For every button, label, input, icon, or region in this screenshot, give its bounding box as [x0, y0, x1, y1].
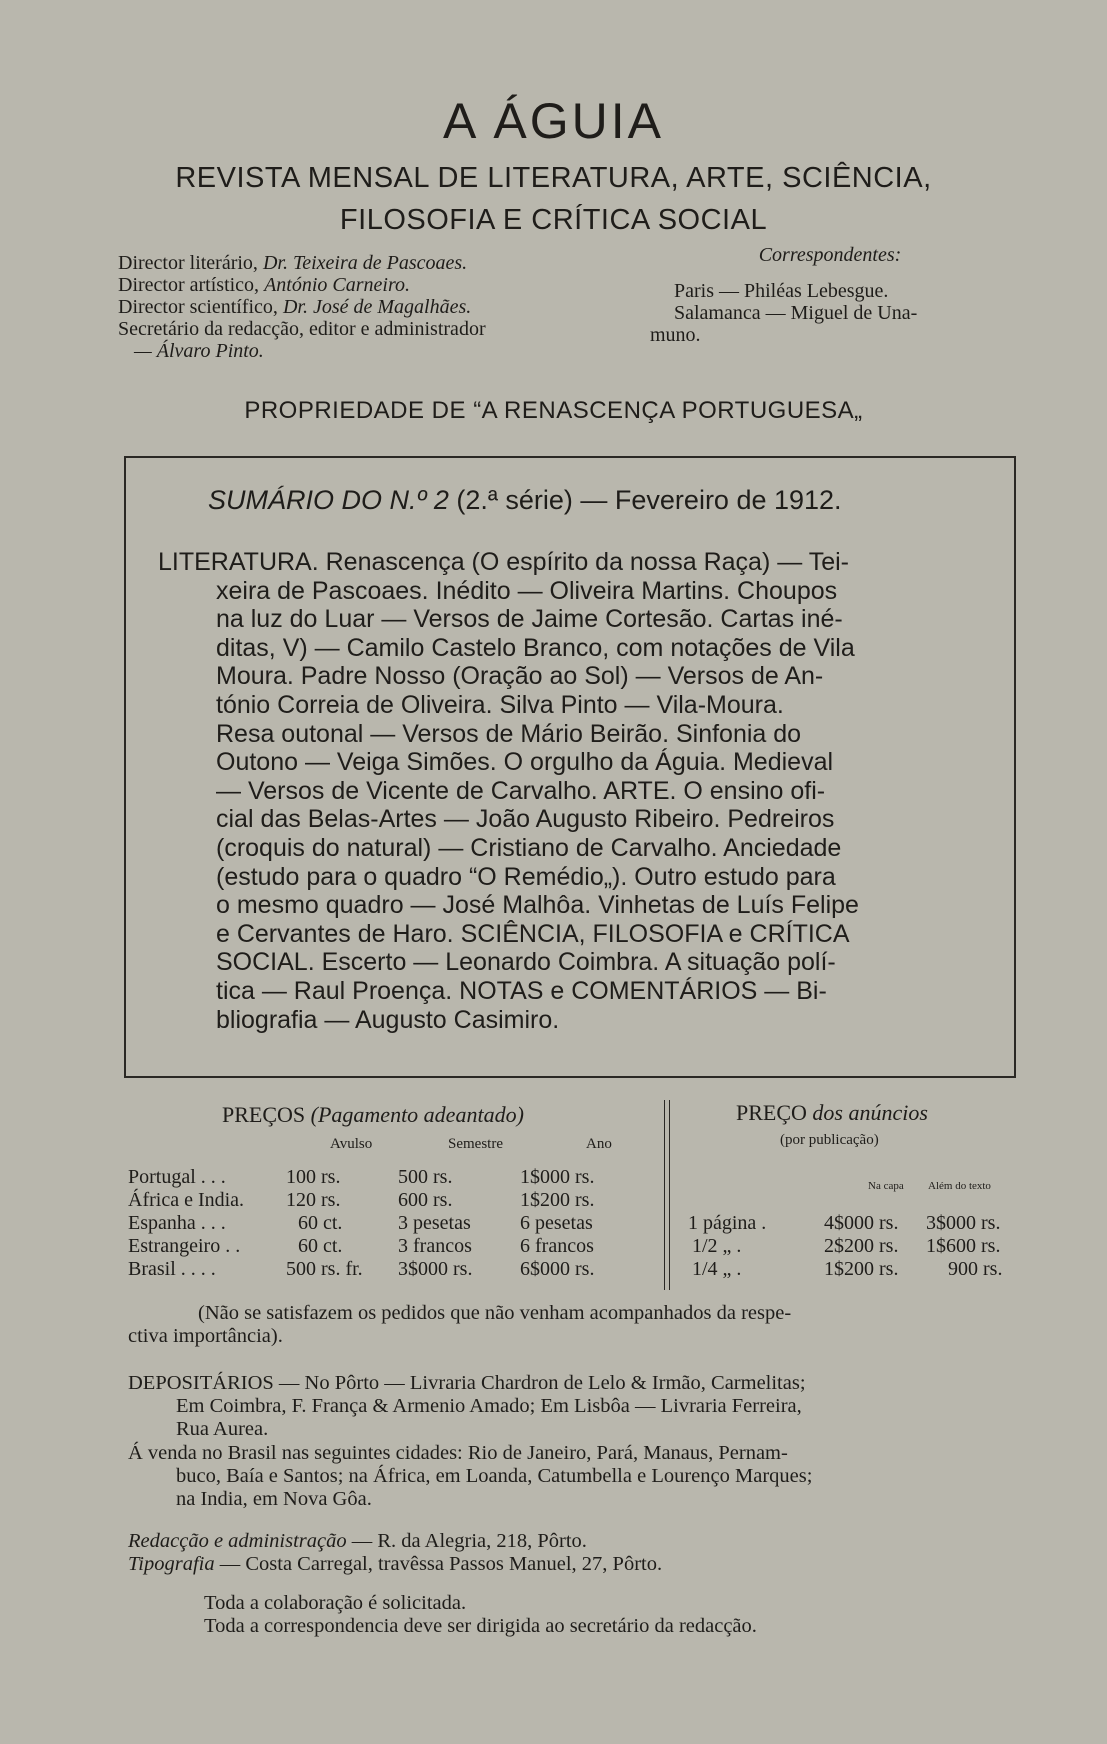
- summary-line: ditas, V) — Camilo Castelo Branco, com notações de Vila: [216, 633, 855, 662]
- sale-locations: Á venda no Brasil nas seguintes cidades: Rio de Janeiro, Pará, Manaus, Pernam- buco, Baía e Santos; na África, em Loanda, Catumbella e Lourenço Marques; na India, em Nova Gôa.: [128, 1442, 813, 1510]
- correspondent-paris: Paris — Philéas Lebesgue.: [674, 280, 889, 302]
- summary-line: SOCIAL. Escerto — Leonardo Coimbra. A situação polí-: [216, 948, 836, 977]
- staff-secretary: Secretário da redacção, editor e administrador: [118, 318, 486, 340]
- table-row: Espanha . . . 60 ct. 3 pesetas 6 pesetas: [128, 1212, 593, 1234]
- correspondent-salamanca-cont: muno.: [650, 324, 701, 346]
- ads-subtitle: (por publicação): [780, 1132, 879, 1148]
- staff-literary: Director literário, Dr. Teixeira de Pascoaes.: [118, 252, 468, 274]
- depositarios: DEPOSITÁRIOS — No Pôrto — Livraria Chardron de Lelo & Irmão, Carmelitas; Em Coimbra, F. França & Armenio Amado; Em Lisbôa — Livraria Ferreira, Rua Aurea.: [128, 1372, 806, 1440]
- summary-line: tónio Correia de Oliveira. Silva Pinto — Vila-Moura.: [216, 690, 784, 719]
- summary-body: [158, 548, 988, 1034]
- table-row: Estrangeiro . . 60 ct. 3 francos 6 francos: [128, 1235, 594, 1257]
- prices-col-semestre: Semestre: [448, 1136, 503, 1152]
- summary-line: Outono — Veiga Simões. O orgulho da Águia. Medieval: [216, 748, 834, 777]
- prices-col-ano: Ano: [586, 1136, 612, 1152]
- staff-scientific: Director scientífico, Dr. José de Magalhães.: [118, 296, 472, 318]
- staff-secretary-name: — Álvaro Pinto.: [134, 340, 264, 362]
- summary-line: (estudo para o quadro “O Remédio„). Outro estudo para: [216, 862, 836, 891]
- summary-title: SUMÁRIO DO N.º 2 (2.ª série) — Fevereiro de 1912.: [208, 485, 842, 515]
- staff-list: [118, 252, 638, 362]
- summary-line: e Cervantes de Haro. SCIÊNCIA, FILOSOFIA e CRÍTICA: [216, 919, 850, 948]
- correspondents: [650, 244, 1010, 346]
- addresses: [128, 1530, 1028, 1576]
- table-row: 1/2 „ . 2$200 rs. 1$600 rs.: [692, 1235, 1001, 1257]
- payment-notice: (Não se satisfazem os pedidos que não venham acompanhados da respe- ctiva importância).: [128, 1302, 792, 1347]
- subtitle-line-2: FILOSOFIA E CRÍTICA SOCIAL: [339, 204, 768, 236]
- prices-title: PREÇOS (Pagamento adeantado): [222, 1102, 524, 1127]
- prices-col-avulso: Avulso: [330, 1136, 373, 1152]
- ads-title: PREÇO dos anúncios: [736, 1100, 928, 1125]
- column-divider: [664, 1100, 670, 1290]
- ownership-line: PROPRIEDADE DE “A RENASCENÇA PORTUGUESA„: [244, 397, 863, 424]
- closing-notes: Toda a colaboração é solicitada. Toda a correspondencia deve ser dirigida ao secretário da redacção.: [204, 1592, 757, 1637]
- summary-line: o mesmo quadro — José Malhôa. Vinhetas de Luís Felipe: [216, 891, 859, 920]
- summary-line: (croquis do natural) — Cristiano de Carvalho. Anciedade: [216, 833, 842, 862]
- ads-col-capa: Na capa: [868, 1180, 904, 1192]
- prices-table: [128, 1166, 668, 1281]
- correspondents-heading: Correspondentes:: [758, 244, 902, 266]
- summary-line: — Versos de Vicente de Carvalho. ARTE. O ensino ofi-: [216, 776, 826, 805]
- magazine-title: A ÁGUIA: [442, 93, 665, 149]
- correspondent-salamanca: Salamanca — Miguel de Una-: [674, 302, 918, 324]
- summary-line: na luz do Luar — Versos de Jaime Cortesão. Cartas iné-: [216, 605, 843, 634]
- table-row: 1/4 „ . 1$200 rs. 900 rs.: [692, 1258, 1003, 1280]
- table-row: 1 página . 4$000 rs. 3$000 rs.: [688, 1212, 1001, 1234]
- staff-artistic: Director artístico, António Carneiro.: [118, 274, 410, 296]
- ads-table: [688, 1212, 1028, 1281]
- summary-line: bliografia — Augusto Casimiro.: [216, 1005, 560, 1034]
- summary-line: tica — Raul Proença. NOTAS e COMENTÁRIOS — Bi-: [216, 976, 827, 1005]
- summary-line: Moura. Padre Nosso (Oração ao Sol) — Versos de An-: [216, 662, 824, 691]
- table-row: África e India. 120 rs. 600 rs. 1$200 rs.: [128, 1189, 595, 1211]
- summary-line: LITERATURA. Renascença (O espírito da nossa Raça) — Tei-: [158, 548, 850, 576]
- tipografia-address: Tipografia — Costa Carregal, travêssa Passos Manuel, 27, Pôrto.: [128, 1553, 663, 1575]
- table-row: Brasil . . . . 500 rs. fr. 3$000 rs. 6$000 rs.: [128, 1258, 595, 1280]
- summary-line: Resa outonal — Versos de Mário Beirão. Sinfonia do: [216, 719, 802, 748]
- subtitle-line-1: REVISTA MENSAL DE LITERATURA, ARTE, SCIÊNCIA,: [175, 162, 932, 194]
- summary-line: cial das Belas-Artes — João Augusto Ribeiro. Pedreiros: [216, 805, 835, 834]
- redaccao-address: Redacção e administração — R. da Alegria, 218, Pôrto.: [128, 1530, 587, 1552]
- summary-line: xeira de Pascoaes. Inédito — Oliveira Martins. Choupos: [216, 576, 838, 605]
- ads-col-texto: Além do texto: [928, 1180, 991, 1192]
- table-row: Portugal . . . 100 rs. 500 rs. 1$000 rs.: [128, 1166, 595, 1188]
